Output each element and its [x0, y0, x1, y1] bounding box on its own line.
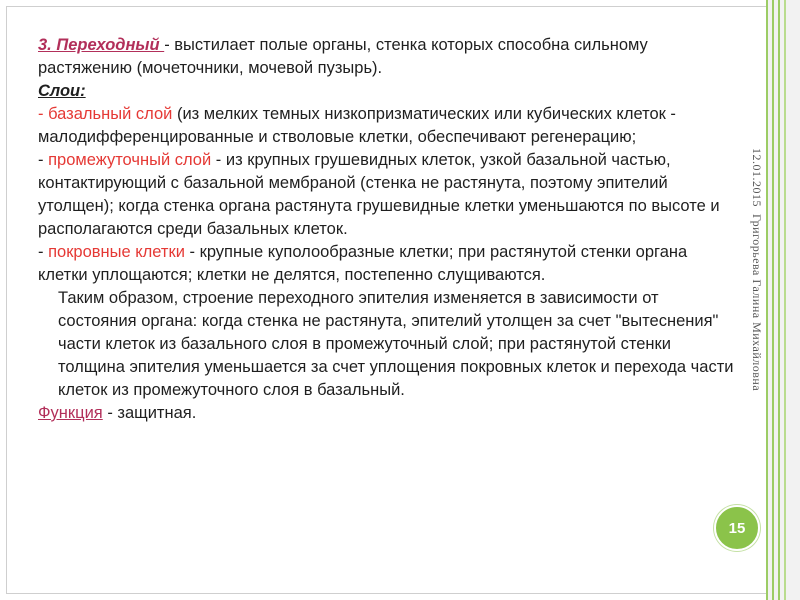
side-date-label: 12.01.2015 [750, 148, 764, 207]
basal-description: (из мелких темных низкопризматических или кубических клеток - малодифференцированные и стволовые клетки, обеспечивают регенерацию; [38, 105, 676, 146]
summary-paragraph: Таким образом, строение переходного эпителия изменяется в зависимости от состояния органа: когда стенка не растянута, эпителий утолщен за счет "вытеснения" части клеток из базального слоя в промежуточный слой; при растянутой стенки толщина эпителия уменьшается за счет уплощения покровных клеток и перехода части клеток из промежуточного слоя в базальный. [58, 289, 734, 399]
intermediate-description: - из крупных грушевидных клеток, узкой базальной частью, контактирующий с базальной мембраной (стенка не растянута, поэтому эпителий утолщен); когда стенка органа растянута грушевидные клетки уменьшаются по высоте и располагаются среди базальных клеток. [38, 151, 720, 238]
intermediate-term: промежуточный слой [48, 151, 212, 169]
rail-stripe [784, 0, 786, 600]
function-paragraph [38, 402, 738, 425]
covering-cells-paragraph [38, 241, 738, 287]
intermediate-layer-paragraph [38, 149, 738, 241]
side-author-label: Григорьева Галина Михайловна [750, 214, 764, 392]
title-description: - выстилает полые органы, стенка которых способна сильному растяжению (мочеточники, мочевой пузырь). [38, 36, 648, 77]
basal-prefix: - [38, 105, 49, 123]
layers-label: Слои: [38, 82, 86, 100]
slide-body [38, 34, 738, 425]
covering-term: покровные клетки [48, 243, 185, 261]
rail-stripe [772, 0, 774, 600]
covering-prefix: - [38, 243, 49, 261]
function-description: - защитная. [102, 404, 197, 422]
covering-description: - крупные куполообразные клетки; при растянутой стенки органа клетки уплощаются; клетки не делятся, постепенно слущиваются. [38, 243, 688, 284]
rail-stripe [778, 0, 780, 600]
intermediate-prefix: - [38, 151, 49, 169]
title-paragraph [38, 34, 738, 80]
basal-term: базальный слой [48, 105, 173, 123]
page-number-badge: 15 [714, 505, 760, 551]
title-label: 3. Переходный [38, 36, 165, 54]
rail-stripe [766, 0, 768, 600]
layers-heading [38, 80, 738, 103]
basal-layer-paragraph [38, 103, 738, 149]
function-label: Функция [38, 404, 103, 422]
